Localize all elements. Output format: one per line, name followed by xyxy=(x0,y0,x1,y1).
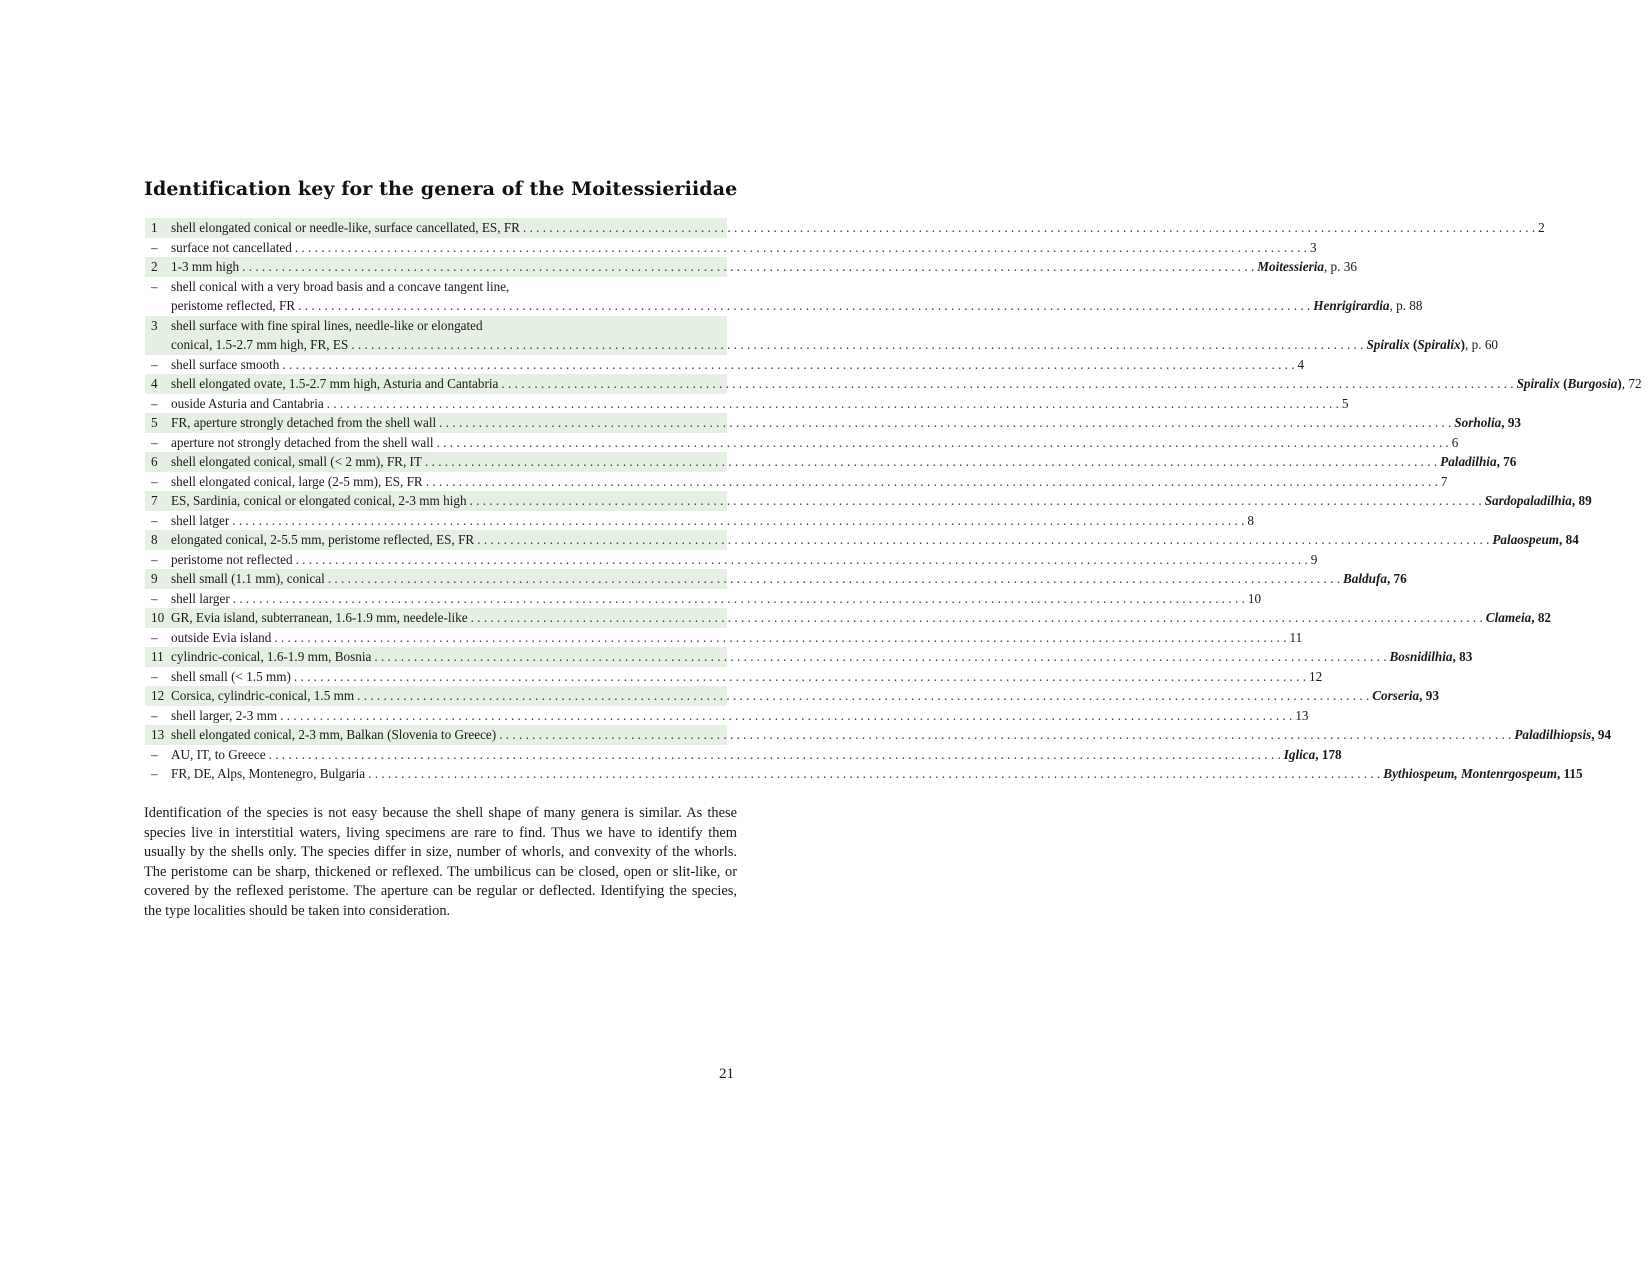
key-description: shell conical with a very broad basis and a concave tangent line, xyxy=(171,278,510,294)
key-step-number: – xyxy=(151,668,158,684)
page-reference: , 72 xyxy=(1621,376,1642,391)
key-result xyxy=(1486,608,1551,628)
page-reference: , 93 xyxy=(1419,688,1439,703)
dot-leader xyxy=(477,530,1489,550)
key-step-number: 1 xyxy=(151,220,158,235)
genus-name: Clameia xyxy=(1485,610,1532,625)
dot-leader xyxy=(232,511,1244,531)
subgenus-name: (Burgosia) xyxy=(1559,376,1622,391)
key-body xyxy=(171,374,1648,394)
key-row xyxy=(145,413,1521,433)
key-body xyxy=(171,394,1354,414)
key-result xyxy=(1454,413,1521,433)
dot-leader xyxy=(328,569,1340,589)
key-row xyxy=(145,706,1309,726)
dot-leader xyxy=(274,628,1286,648)
key-step-number: 4 xyxy=(151,376,158,391)
key-row xyxy=(145,472,1448,492)
key-description: shell small (< 1.5 mm) xyxy=(171,668,291,684)
page-reference: , 93 xyxy=(1501,415,1521,430)
key-body xyxy=(171,530,1585,550)
genus-name: Bosnidilhia xyxy=(1389,649,1453,664)
key-step-number: – xyxy=(151,766,158,781)
next-step-reference: 3 xyxy=(1309,239,1317,255)
genus-name: Sardopaladilhia xyxy=(1484,493,1572,508)
key-result xyxy=(1290,628,1303,648)
genus-name: Paladilhiopsis xyxy=(1514,727,1592,742)
dot-leader xyxy=(282,355,1294,375)
genus-name: Corseria xyxy=(1372,688,1420,703)
key-row xyxy=(145,374,1642,394)
dot-leader xyxy=(280,706,1292,726)
key-result xyxy=(1514,725,1611,745)
key-row xyxy=(145,277,1423,316)
key-description: shell surface smooth xyxy=(171,356,280,372)
key-row xyxy=(145,647,1473,667)
dot-leader xyxy=(295,238,1307,258)
key-description: shell small (1.1 mm), conical xyxy=(171,571,325,586)
dot-leader xyxy=(523,218,1535,238)
key-step-number: – xyxy=(151,395,158,411)
genus-name: Iglica xyxy=(1283,746,1316,762)
key-description: cylindric-conical, 1.6-1.9 mm, Bosnia xyxy=(171,649,372,664)
key-line xyxy=(171,667,1322,687)
key-description: shell latger xyxy=(171,512,230,528)
page-number: 21 xyxy=(719,1066,734,1082)
key-body xyxy=(171,491,1598,511)
page-reference: , 84 xyxy=(1559,532,1579,547)
dot-leader xyxy=(269,745,1281,765)
next-step-reference: 2 xyxy=(1538,220,1545,235)
next-step-reference: 10 xyxy=(1247,590,1262,606)
dot-leader xyxy=(470,491,1482,511)
key-line xyxy=(171,686,1439,706)
key-step-number: 8 xyxy=(151,532,158,547)
next-step-reference: 9 xyxy=(1310,551,1318,567)
key-row xyxy=(145,589,1262,609)
key-body xyxy=(171,667,1328,687)
key-result xyxy=(1295,706,1308,726)
key-row xyxy=(145,511,1254,531)
key-row xyxy=(145,394,1349,414)
key-step-number: 7 xyxy=(151,493,158,508)
key-line xyxy=(171,374,1642,394)
key-result xyxy=(1309,667,1322,687)
key-row xyxy=(145,355,1305,375)
key-body xyxy=(171,452,1522,472)
key-line xyxy=(171,706,1309,726)
next-step-reference: 4 xyxy=(1297,356,1305,372)
key-description: peristome reflected, FR xyxy=(171,298,296,313)
dot-leader xyxy=(426,472,1438,492)
key-row xyxy=(145,745,1342,765)
key-body xyxy=(171,608,1557,628)
key-step-number: – xyxy=(151,278,158,294)
key-row xyxy=(145,569,1407,589)
key-description: ouside Asturia and Cantabria xyxy=(171,395,324,411)
key-description: elongated conical, 2-5.5 mm, peristome reflected, ES, FR xyxy=(171,532,475,547)
key-step-number: – xyxy=(151,551,158,567)
dot-leader xyxy=(294,667,1306,687)
next-step-reference: 13 xyxy=(1295,707,1309,723)
key-body xyxy=(171,725,1617,745)
identification-key-table xyxy=(145,218,1642,784)
genus-name: Spiralix xyxy=(1516,376,1560,391)
key-step-number: 3 xyxy=(151,317,158,333)
body-paragraph: Identification of the species is not easy because the shell shape of many genera is similar. As these species live in interstitial waters, living specimens are rare to find. Thus we have to identify them usually by the shells only. The species differ in size, number of whorls, and convexity of the whorls. The peristome can be sharp, thickened or reflexed. The umbilicus can be closed, open or slit-like, or covered by the reflexed peristome. The aperture can be regular or deflected. Identifying the species, the type localities should be taken into consideration. xyxy=(144,805,737,919)
key-step-number: 12 xyxy=(151,688,165,703)
key-description: FR, DE, Alps, Montenegro, Bulgaria xyxy=(171,766,366,781)
next-step-reference: 6 xyxy=(1451,434,1459,450)
key-body xyxy=(171,706,1315,726)
key-result xyxy=(1485,491,1592,511)
key-description: surface not cancellated xyxy=(171,239,292,255)
key-row xyxy=(145,667,1323,687)
key-line xyxy=(171,628,1302,648)
key-description: peristome not reflected xyxy=(171,551,293,567)
key-result xyxy=(1248,589,1261,609)
dot-leader xyxy=(425,452,1437,472)
page-reference: , p. 36 xyxy=(1323,259,1357,274)
key-body xyxy=(171,511,1260,531)
key-line xyxy=(171,413,1521,433)
key-result xyxy=(1247,511,1254,531)
dot-leader xyxy=(501,374,1513,394)
key-line xyxy=(171,511,1254,531)
page-reference: , 89 xyxy=(1571,493,1592,508)
key-row xyxy=(145,608,1551,628)
key-description: AU, IT, to Greece xyxy=(171,746,266,762)
key-row xyxy=(145,257,1357,277)
genus-name: Moitessieria xyxy=(1257,259,1324,274)
key-result xyxy=(1342,394,1349,414)
key-step-number: 6 xyxy=(151,454,158,469)
key-body xyxy=(171,569,1413,589)
key-result xyxy=(1343,569,1407,589)
key-result xyxy=(1389,647,1472,667)
dot-leader xyxy=(437,433,1449,453)
key-line xyxy=(171,647,1472,667)
key-step-number: 2 xyxy=(151,259,158,274)
key-line xyxy=(171,472,1447,492)
key-step-number: 13 xyxy=(151,727,165,742)
key-body xyxy=(171,764,1589,784)
key-line xyxy=(171,296,1422,316)
key-line xyxy=(171,238,1317,258)
key-row xyxy=(145,686,1439,706)
key-description: shell elongated ovate, 1.5-2.7 mm high, Asturia and Cantabria xyxy=(171,376,499,391)
key-line xyxy=(171,608,1551,628)
genus-name: Paladilhia xyxy=(1440,454,1497,469)
next-step-reference: 11 xyxy=(1289,629,1303,645)
key-line xyxy=(171,433,1458,453)
key-result xyxy=(1310,238,1317,258)
dot-leader xyxy=(327,394,1339,414)
key-body xyxy=(171,257,1363,277)
dot-leader xyxy=(242,257,1254,277)
key-result xyxy=(1311,550,1318,570)
key-row xyxy=(145,218,1545,238)
key-result xyxy=(1372,686,1439,706)
key-line xyxy=(171,530,1579,550)
dot-leader xyxy=(357,686,1369,706)
key-step-number: 5 xyxy=(151,415,158,430)
page-reference: , 76 xyxy=(1496,454,1517,469)
key-step-number: – xyxy=(151,707,158,723)
dot-leader xyxy=(439,413,1451,433)
key-step-number: – xyxy=(151,473,158,489)
next-step-reference: 5 xyxy=(1341,395,1349,411)
dot-leader xyxy=(471,608,1483,628)
dot-leader xyxy=(233,589,1245,609)
page-reference: , p. 60 xyxy=(1465,337,1499,352)
key-line xyxy=(171,316,1498,336)
page-reference: , 76 xyxy=(1386,571,1407,586)
key-body xyxy=(171,433,1464,453)
key-row xyxy=(145,550,1318,570)
key-description: shell elongated conical, small (< 2 mm), FR, IT xyxy=(171,454,422,469)
key-row xyxy=(145,452,1517,472)
key-description: shell elongated conical or needle-like, surface cancellated, ES, FR xyxy=(171,220,520,235)
key-description: shell larger, 2-3 mm xyxy=(171,707,278,723)
dot-leader xyxy=(296,550,1308,570)
key-description: aperture not strongly detached from the shell wall xyxy=(171,434,434,450)
key-body xyxy=(171,745,1348,765)
key-description: Corsica, cylindric-conical, 1.5 mm xyxy=(171,688,355,703)
page-title: Identification key for the genera of the Moitessieriidae xyxy=(144,178,738,200)
key-description: shell larger xyxy=(171,590,230,606)
key-body xyxy=(171,316,1504,355)
key-line xyxy=(171,725,1611,745)
key-result xyxy=(1366,335,1498,355)
dot-leader xyxy=(351,335,1363,355)
key-result xyxy=(1298,355,1305,375)
key-result xyxy=(1538,218,1545,238)
page-reference: , 115 xyxy=(1556,766,1583,781)
dot-leader xyxy=(499,725,1511,745)
key-description: FR, aperture strongly detached from the shell wall xyxy=(171,415,437,430)
key-body xyxy=(171,238,1323,258)
genus-name: Palaospeum xyxy=(1492,532,1560,547)
key-step-number: – xyxy=(151,746,158,762)
next-step-reference: 7 xyxy=(1440,473,1448,489)
key-line xyxy=(171,589,1261,609)
key-row xyxy=(145,316,1499,355)
key-result xyxy=(1517,374,1642,394)
genus-name: Sorholia xyxy=(1454,415,1502,430)
key-line xyxy=(171,569,1407,589)
key-step-number: – xyxy=(151,512,158,528)
key-description: outside Evia island xyxy=(171,629,272,645)
key-line xyxy=(171,394,1348,414)
key-line xyxy=(171,335,1498,355)
genus-name: Bythiospeum, Montenrgospeum xyxy=(1383,766,1557,781)
page-reference: , 178 xyxy=(1315,746,1342,762)
key-body xyxy=(171,686,1445,706)
key-row xyxy=(145,238,1317,258)
key-body xyxy=(171,550,1323,570)
key-description: shell elongated conical, 2-3 mm, Balkan (Slovenia to Greece) xyxy=(171,727,497,742)
next-step-reference: 12 xyxy=(1309,668,1323,684)
key-description: 1-3 mm high xyxy=(171,259,240,274)
key-result xyxy=(1284,745,1342,765)
page-reference: , p. 88 xyxy=(1389,298,1423,313)
key-line xyxy=(171,491,1592,511)
key-result xyxy=(1313,296,1422,316)
key-description: conical, 1.5-2.7 mm high, FR, ES xyxy=(171,337,349,352)
key-step-number: 11 xyxy=(151,649,164,664)
genus-name: Henrigirardia xyxy=(1313,298,1390,313)
key-body xyxy=(171,647,1478,667)
key-step-number: – xyxy=(151,629,158,645)
genus-name: Spiralix xyxy=(1366,337,1410,352)
key-body xyxy=(171,628,1308,648)
key-line xyxy=(171,745,1342,765)
key-row xyxy=(145,764,1583,784)
key-description: shell surface with fine spiral lines, needle-like or elongated xyxy=(171,317,483,333)
key-result xyxy=(1440,452,1516,472)
key-line xyxy=(171,764,1583,784)
key-result xyxy=(1452,433,1459,453)
key-body xyxy=(171,355,1310,375)
key-row xyxy=(145,628,1303,648)
key-step-number: – xyxy=(151,356,158,372)
page-reference: , 82 xyxy=(1531,610,1551,625)
key-line xyxy=(171,257,1357,277)
key-body xyxy=(171,218,1551,238)
key-step-number: 9 xyxy=(151,571,158,586)
key-body xyxy=(171,589,1267,609)
key-step-number: – xyxy=(151,239,158,255)
key-description: GR, Evia island, subterranean, 1.6-1.9 mm, needele-like xyxy=(171,610,468,625)
key-step-number: – xyxy=(151,434,158,450)
key-result xyxy=(1257,257,1357,277)
dot-leader xyxy=(374,647,1386,667)
subgenus-name: (Spiralix) xyxy=(1409,337,1466,352)
page-reference: , 94 xyxy=(1591,727,1612,742)
genus-name: Baldufa xyxy=(1342,571,1387,586)
key-body xyxy=(171,413,1527,433)
next-step-reference: 8 xyxy=(1247,512,1254,528)
key-body xyxy=(171,472,1453,492)
key-line xyxy=(171,218,1545,238)
key-row xyxy=(145,433,1459,453)
key-line xyxy=(171,452,1516,472)
key-row xyxy=(145,530,1579,550)
key-line xyxy=(171,550,1317,570)
key-row xyxy=(145,725,1612,745)
dot-leader xyxy=(298,296,1310,316)
key-result xyxy=(1441,472,1448,492)
key-step-number: 10 xyxy=(151,610,165,625)
key-result xyxy=(1492,530,1578,550)
page-reference: , 83 xyxy=(1452,649,1473,664)
key-step-number: – xyxy=(151,590,158,606)
key-body xyxy=(171,277,1428,316)
key-description: shell elongated conical, large (2-5 mm), ES, FR xyxy=(171,473,423,489)
key-line xyxy=(171,277,1422,297)
key-description: ES, Sardinia, conical or elongated conical, 2-3 mm high xyxy=(171,493,467,508)
key-result xyxy=(1383,764,1582,784)
key-row xyxy=(145,491,1592,511)
dot-leader xyxy=(368,764,1380,784)
key-line xyxy=(171,355,1304,375)
